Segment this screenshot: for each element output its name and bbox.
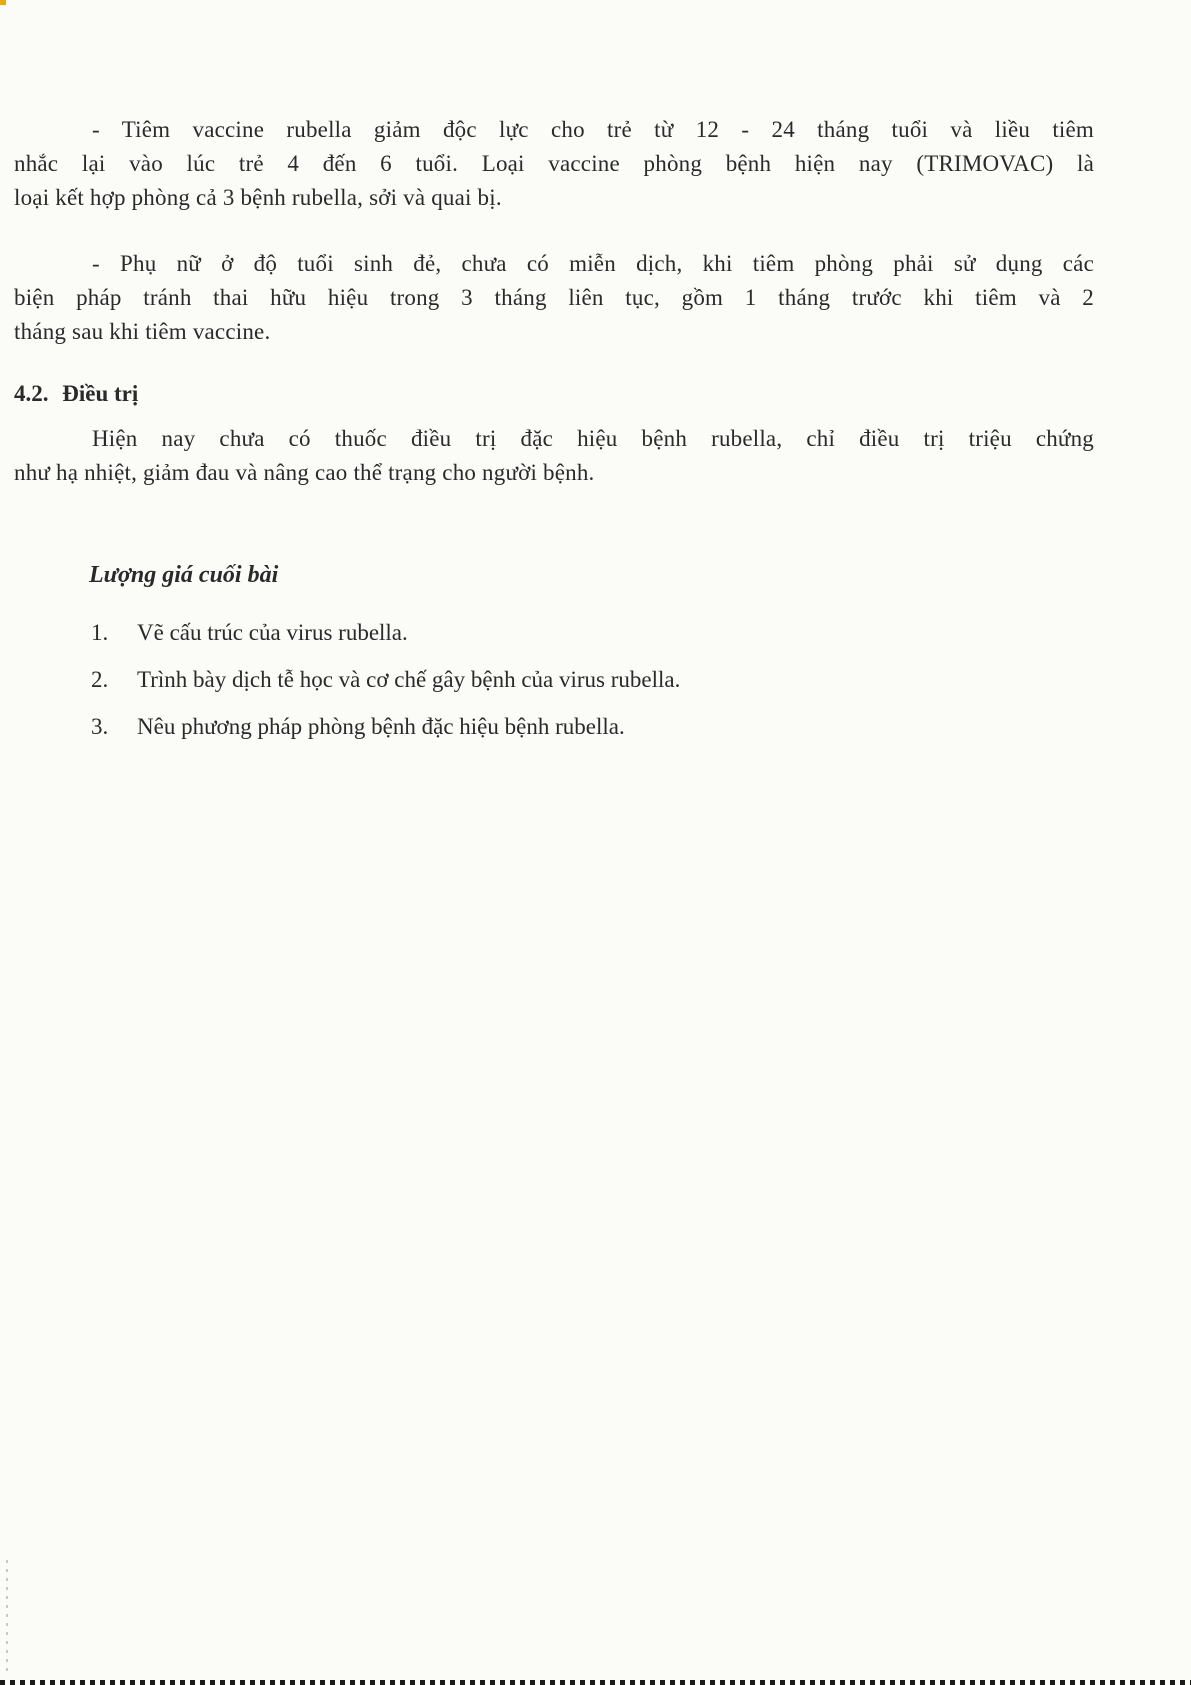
paragraph-line: loại kết hợp phòng cả 3 bệnh rubella, sởi và quai bị. bbox=[14, 185, 502, 210]
paragraph-line: Hiện nay chưa có thuốc điều trị đặc hiệu bệnh rubella, chỉ điều trị triệu chứng bbox=[92, 426, 1094, 451]
question-text: Trình bày dịch tễ học và cơ chế gây bệnh của virus rubella. bbox=[137, 667, 681, 692]
question-number: 1. bbox=[91, 620, 109, 645]
paragraph-line: như hạ nhiệt, giảm đau và nâng cao thể trạng cho người bệnh. bbox=[14, 460, 595, 485]
paragraph-line: nhắc lại vào lúc trẻ 4 đến 6 tuổi. Loại vaccine phòng bệnh hiện nay (TRIMOVAC) là bbox=[14, 151, 1094, 176]
paragraph-line: biện pháp tránh thai hữu hiệu trong 3 tháng liên tục, gồm 1 tháng trước khi tiêm và 2 bbox=[14, 285, 1094, 310]
paragraph-line: - Phụ nữ ở độ tuổi sinh đẻ, chưa có miễn dịch, khi tiêm phòng phải sử dụng các bbox=[92, 251, 1094, 276]
scan-edge-marks bbox=[6, 1560, 8, 1675]
paragraph-line: - Tiêm vaccine rubella giảm độc lực cho trẻ từ 12 - 24 tháng tuổi và liều tiêm bbox=[92, 117, 1094, 142]
question-number: 2. bbox=[91, 667, 109, 692]
question-number: 3. bbox=[91, 714, 109, 739]
scan-corner-mark bbox=[0, 0, 6, 5]
section-title: Điều trị bbox=[62, 381, 139, 406]
question-item bbox=[91, 667, 680, 693]
paragraph-treatment bbox=[14, 422, 1094, 490]
paragraph-line: tháng sau khi tiêm vaccine. bbox=[14, 319, 271, 344]
paragraph-vaccine-schedule bbox=[14, 113, 1094, 215]
scan-bottom-edge bbox=[0, 1680, 1191, 1685]
question-text: Nêu phương pháp phòng bệnh đặc hiệu bệnh rubella. bbox=[137, 714, 625, 739]
question-text: Vẽ cấu trúc của virus rubella. bbox=[137, 620, 408, 645]
paragraph-women-vaccination bbox=[14, 247, 1094, 349]
question-item bbox=[91, 714, 625, 740]
section-number: 4.2. bbox=[14, 381, 49, 406]
section-heading bbox=[14, 381, 138, 407]
evaluation-title: Lượng giá cuối bài bbox=[89, 562, 279, 588]
question-item bbox=[91, 620, 408, 646]
